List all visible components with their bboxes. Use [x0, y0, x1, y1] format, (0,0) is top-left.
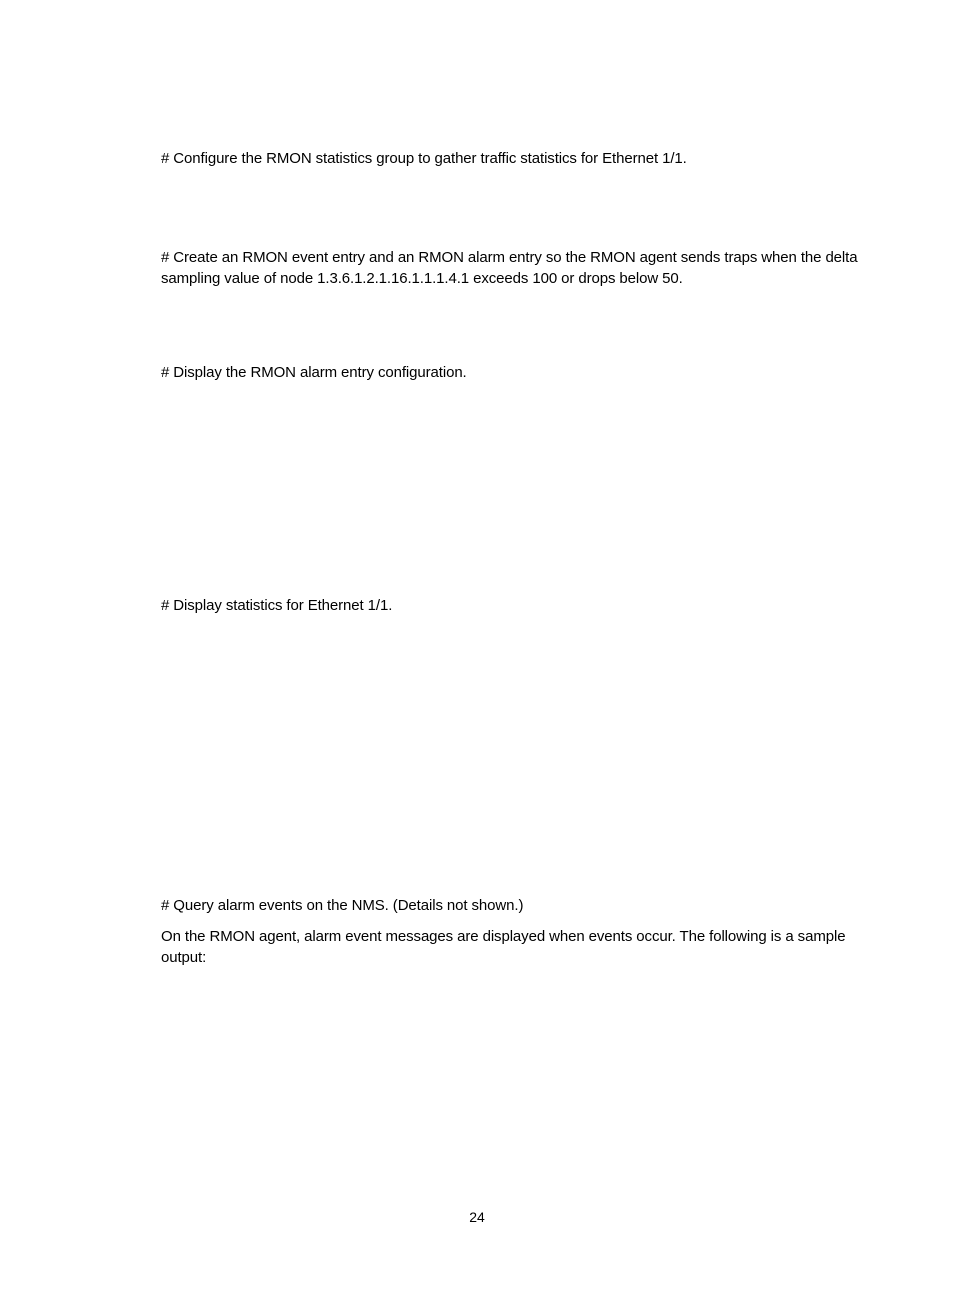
step-create-event-and-alarm-entry: # Create an RMON event entry and an RMON alarm entry so the RMON agent sends traps when the delta sampling value of node 1.3.6.1.2.1.16.1.1.1.4.1 exceeds 100 or drops below 50. [161, 249, 858, 287]
sample-output-intro: On the RMON agent, alarm event messages are displayed when events occur. The following is a sample output: [161, 928, 846, 966]
step-display-alarm-entry: # Display the RMON alarm entry configuration. [161, 364, 467, 381]
page-number: 24 [469, 1209, 485, 1225]
step-query-alarm-events: # Query alarm events on the NMS. (Details not shown.) [161, 897, 524, 914]
step-configure-statistics-group: # Configure the RMON statistics group to gather traffic statistics for Ethernet 1/1. [161, 150, 687, 167]
step-display-statistics: # Display statistics for Ethernet 1/1. [161, 597, 393, 614]
